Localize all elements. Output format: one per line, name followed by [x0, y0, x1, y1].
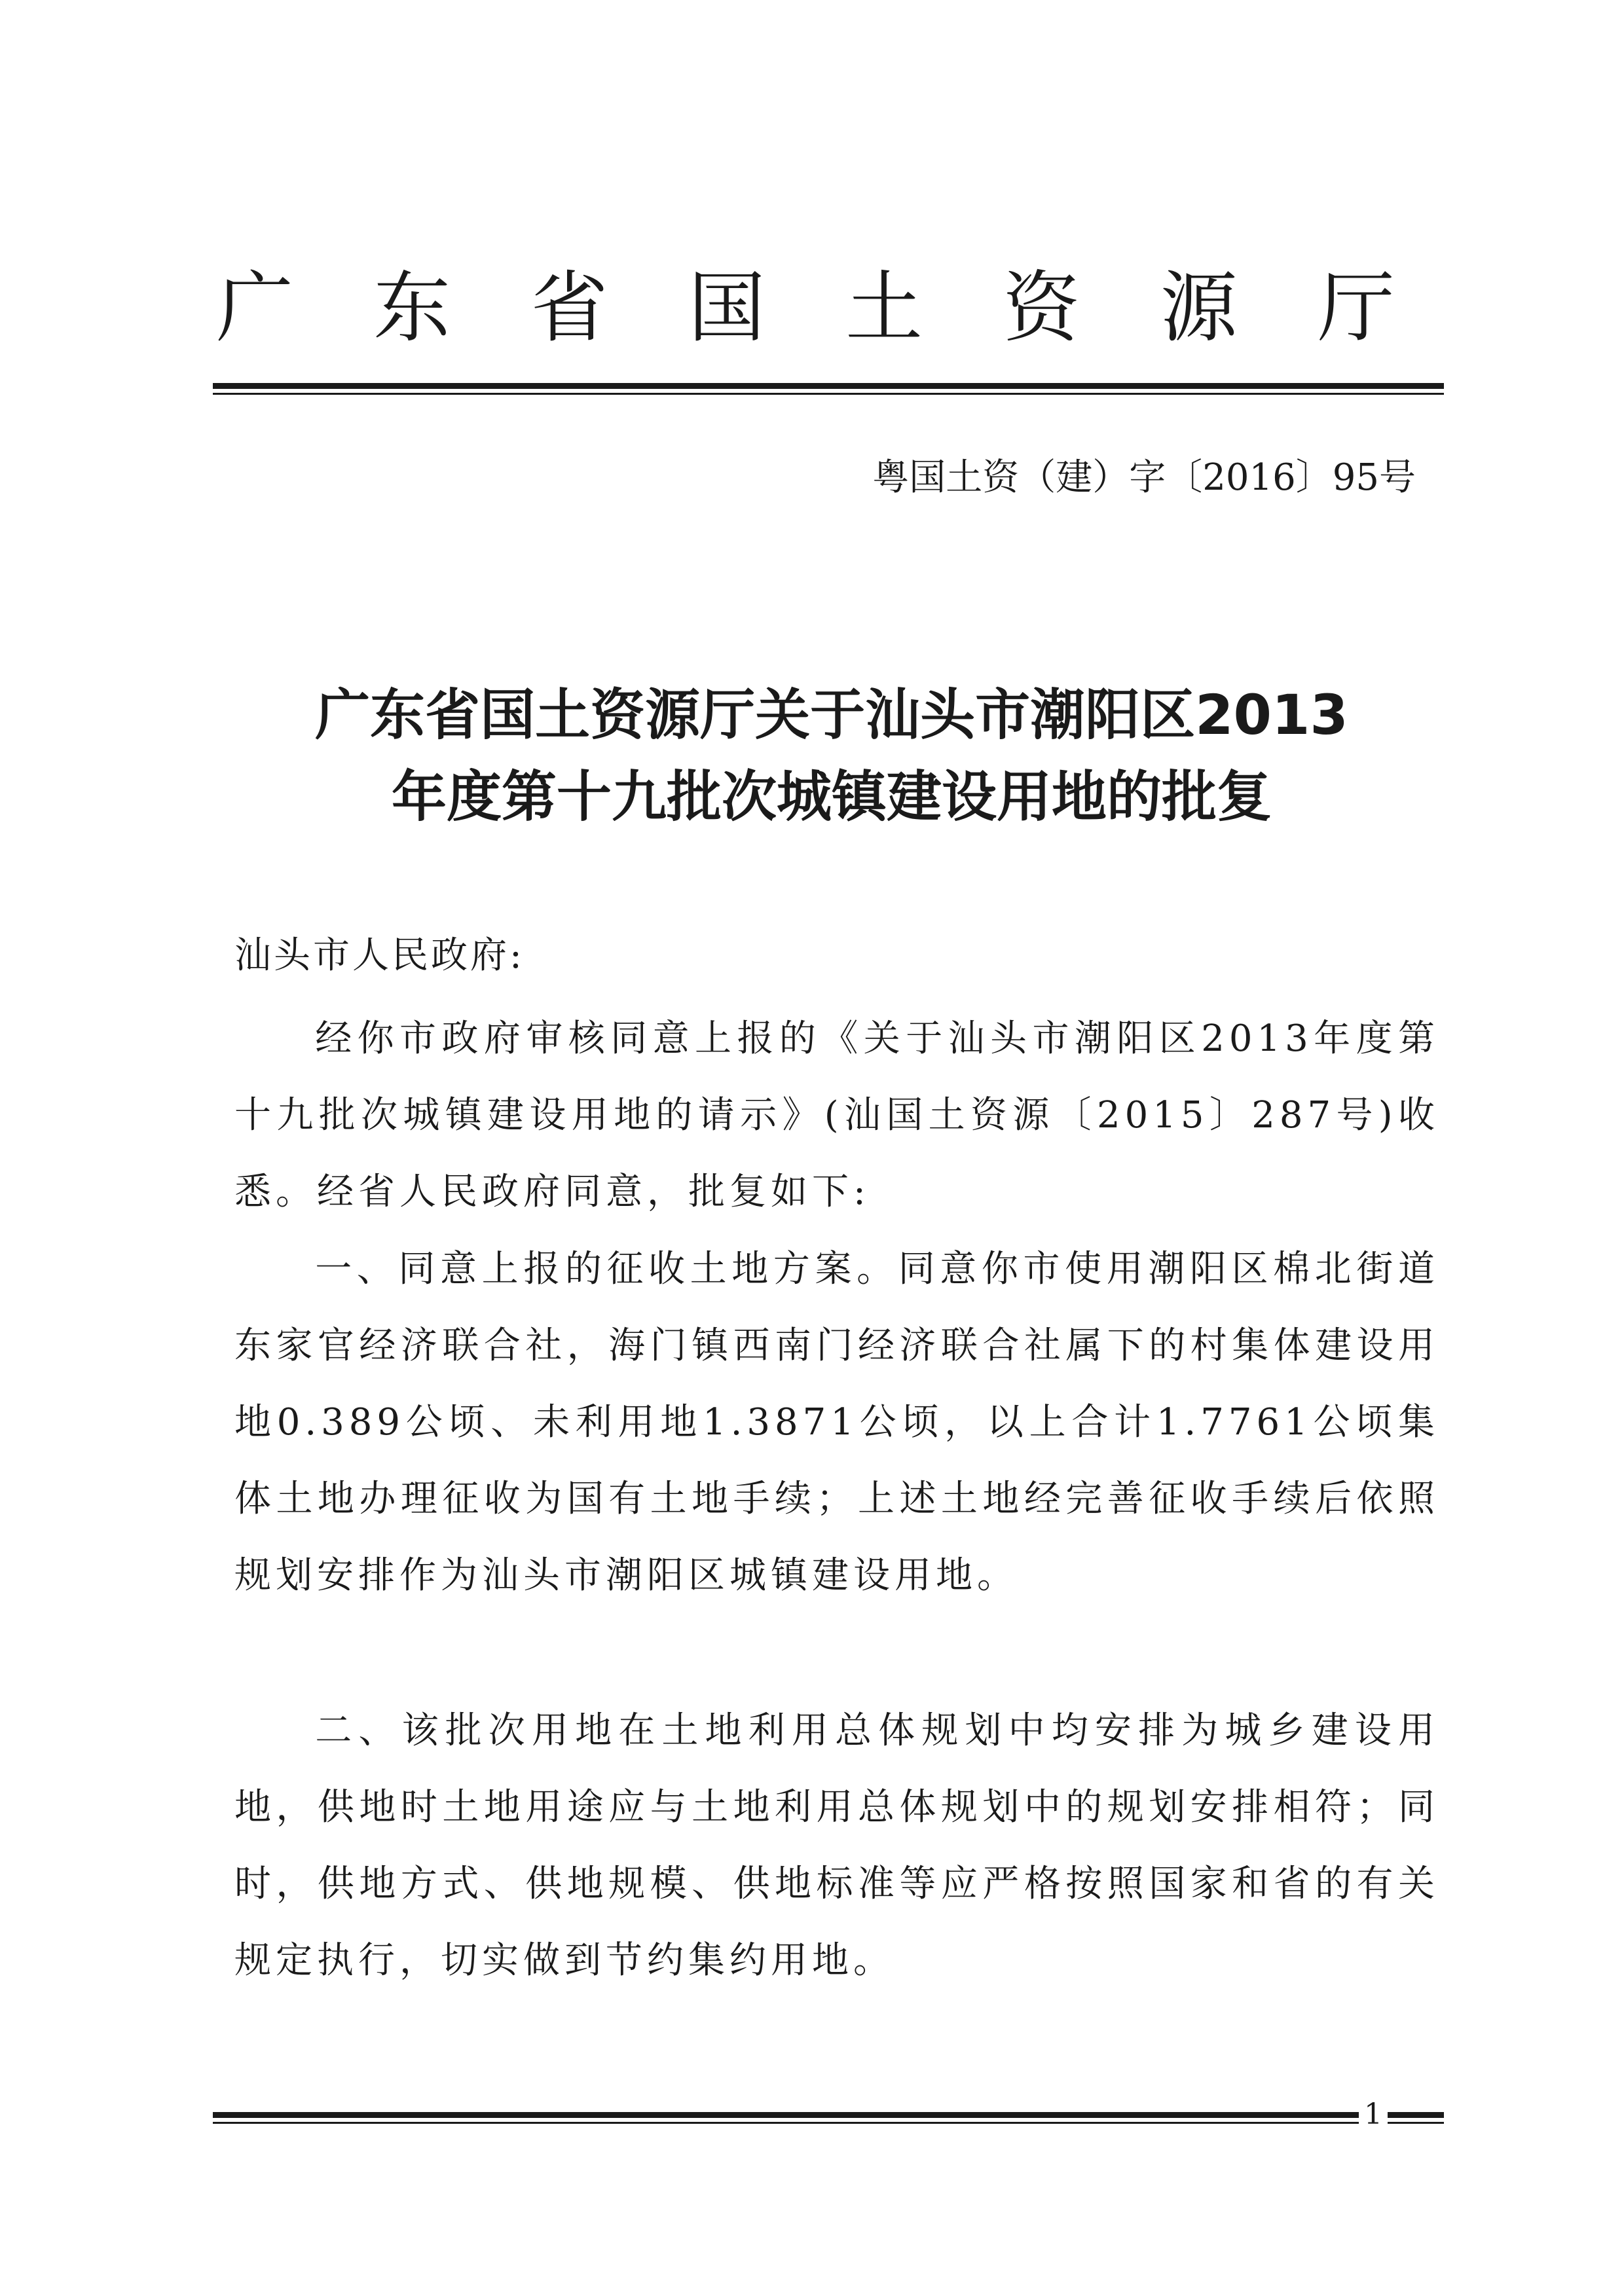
header-char: 厅	[1317, 263, 1395, 353]
paragraph-text: 二、该批次用地在土地利用总体规划中均安排为城乡建设用地，供地时土地用途应与土地利用总体规划中的规划安排相符；同时，供地方式、供地规模、供地标准等应严格按照国家和省的有关规定执行，切实做到节约集约用地。	[234, 1709, 1439, 1982]
header-char: 源	[1160, 263, 1238, 353]
body-paragraph-intro	[234, 1000, 1439, 1230]
header-char: 国	[688, 263, 766, 353]
document-title	[216, 674, 1447, 838]
header-char: 资	[1003, 263, 1080, 353]
document-title-line-1: 广东省国土资源厅关于汕头市潮阳区2013	[315, 683, 1348, 747]
document-number: 粤国土资（建）字〔2016〕95号	[872, 456, 1416, 499]
header-divider-thin	[213, 393, 1444, 395]
page-number: 1	[1359, 2095, 1388, 2134]
header-divider-thick	[213, 383, 1444, 389]
header-char: 省	[530, 263, 608, 353]
document-title-line-2: 年度第十九批次城镇建设用地的批复	[391, 765, 1272, 829]
header-char: 土	[845, 263, 923, 353]
body-paragraph-item-1	[234, 1231, 1439, 1614]
salutation: 汕头市人民政府:	[234, 934, 525, 977]
paragraph-text: 经你市政府审核同意上报的《关于汕头市潮阳区2013年度第十九批次城镇建设用地的请示》(汕国土资源〔2015〕287号)收悉。经省人民政府同意，批复如下:	[234, 1017, 1439, 1213]
footer-divider-thick	[213, 2112, 1444, 2118]
issuing-authority-header	[216, 259, 1395, 357]
paragraph-text: 一、同意上报的征收土地方案。同意你市使用潮阳区棉北街道东家官经济联合社，海门镇西南门经济联合社属下的村集体建设用地0.389公顷、未利用地1.3871公顷，以上合计1.7761公顷集体土地办理征收为国有土地手续；上述土地经完善征收手续后依照规划安排作为汕头市潮阳区城镇建设用地。	[234, 1248, 1439, 1597]
footer-divider-thin	[213, 2122, 1444, 2124]
body-paragraph-item-2	[234, 1692, 1439, 1999]
header-char: 广	[216, 263, 294, 353]
header-char: 东	[373, 263, 451, 353]
